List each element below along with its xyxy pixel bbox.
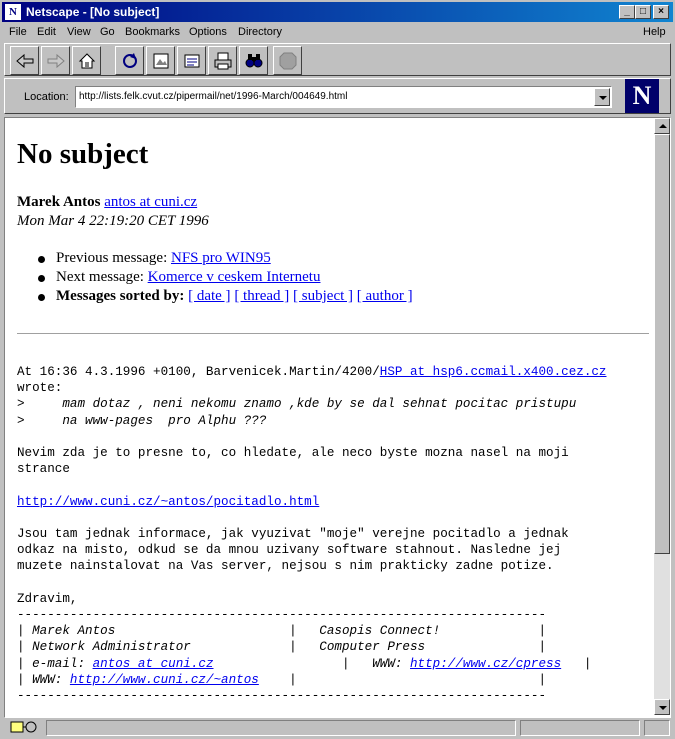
content-frame	[4, 117, 671, 718]
signature-line	[17, 657, 591, 671]
sort-author-link[interactable]: [ author ]	[356, 288, 413, 304]
sig-mid: | WWW:	[213, 656, 410, 671]
sig-end: |	[561, 656, 592, 671]
scroll-up-button[interactable]	[654, 118, 670, 134]
location-bar	[4, 78, 671, 114]
security-key-icon[interactable]	[10, 720, 40, 734]
progress-cell	[520, 720, 640, 736]
message-navigation	[38, 250, 413, 307]
body-line-prefix: At 16:36 4.3.1996 +0100, Barvenicek.Martin/4200/	[17, 365, 380, 379]
message-date: Mon Mar 4 22:19:20 CET 1996	[17, 213, 209, 229]
menu-file[interactable]: File	[9, 26, 27, 38]
menu-go[interactable]: Go	[100, 26, 115, 38]
sig-www-prefix: | WWW:	[17, 672, 70, 687]
scroll-down-button[interactable]	[654, 699, 670, 715]
list-item	[38, 288, 413, 307]
window-title: Netscape - [No subject]	[26, 5, 160, 19]
previous-message-link[interactable]: NFS pro WIN95	[170, 250, 271, 266]
sorted-by-label: Messages sorted by:	[56, 288, 185, 304]
netscape-logo[interactable]: N	[625, 79, 659, 113]
title-bar	[2, 2, 673, 22]
find-button[interactable]	[239, 46, 268, 75]
page-content	[5, 118, 653, 715]
body-paragraph: Nevim zda je to presne to, co hledate, ale neco byste mozna nasel na moji strance	[17, 446, 569, 477]
signature-rule: ----------------------------------------------------------------------	[17, 608, 547, 623]
body-paragraph: Jsou tam jednak informace, jak vyuzivat "moje" verejne pocitadlo a jednak odkaz na misto, odkud se da mnou uzivany software stahnout. Nasledne jej muzete nainstalovat na Vas server, nejsou s nim prakticky zadne potize.	[17, 527, 569, 574]
status-bar	[2, 719, 673, 737]
print-button[interactable]	[208, 46, 237, 75]
open-button[interactable]	[177, 46, 206, 75]
sig-www-link[interactable]: http://www.cuni.cz/~antos	[69, 672, 259, 687]
author-line	[17, 194, 197, 211]
forward-icon	[46, 51, 66, 71]
menu-bookmarks[interactable]: Bookmarks	[125, 26, 181, 38]
location-label: Location:	[24, 91, 69, 103]
list-item	[38, 250, 413, 269]
author-email-link[interactable]: antos at cuni.cz	[104, 194, 198, 210]
signature-rule: ----------------------------------------------------------------------	[17, 689, 547, 704]
menu-edit[interactable]: Edit	[37, 26, 56, 38]
menu-bar	[2, 22, 673, 42]
sender-email-link[interactable]: HSP at hsp6.ccmail.x400.cez.cz	[379, 365, 607, 379]
images-icon	[151, 51, 171, 71]
signature-line: | Network Administrator | Computer Press |	[17, 640, 547, 655]
list-item	[38, 269, 413, 288]
menu-options[interactable]: Options	[189, 26, 227, 38]
find-icon	[244, 51, 264, 71]
forward-button[interactable]	[41, 46, 70, 75]
stop-icon	[278, 51, 298, 71]
status-text-cell	[46, 720, 516, 736]
home-button[interactable]	[72, 46, 101, 75]
print-icon	[213, 51, 233, 71]
scroll-thumb[interactable]	[654, 134, 670, 554]
menu-directory[interactable]: Directory	[238, 26, 283, 38]
images-button[interactable]	[146, 46, 175, 75]
open-icon	[182, 51, 202, 71]
next-message-link[interactable]: Komerce v ceskem Internetu	[147, 269, 321, 285]
reload-button[interactable]	[115, 46, 144, 75]
menu-view[interactable]: View	[67, 26, 91, 38]
stop-button[interactable]	[273, 46, 302, 75]
author-name: Marek Antos	[17, 194, 101, 210]
message-body	[17, 364, 607, 704]
sort-date-link[interactable]: [ date ]	[188, 288, 231, 304]
signature-line: | Marek Antos | Casopis Connect! |	[17, 624, 547, 639]
location-url[interactable]: http://lists.felk.cvut.cz/pipermail/net/1996-March/004649.html	[79, 91, 348, 102]
netscape-app-icon[interactable]: N	[5, 4, 21, 20]
back-button[interactable]	[10, 46, 39, 75]
quoted-line: > mam dotaz , neni nekomu znamo ,kde by se dal sehnat pocitac pristupu	[17, 397, 577, 412]
close-button[interactable]: ×	[653, 5, 669, 19]
toolbar	[4, 43, 671, 76]
page-title: No subject	[17, 138, 149, 170]
greeting: Zdravim,	[17, 591, 78, 606]
sig-email-prefix: | e-mail:	[17, 656, 93, 671]
vertical-scrollbar[interactable]	[654, 118, 670, 715]
maximize-button[interactable]: □	[635, 5, 651, 19]
sig-email-link[interactable]: antos at cuni.cz	[92, 656, 214, 671]
signature-line	[17, 673, 546, 687]
home-icon	[77, 51, 97, 71]
sort-subject-link[interactable]: [ subject ]	[293, 288, 354, 304]
body-wrote: wrote:	[17, 381, 63, 396]
quoted-line: > na www-pages pro Alphu ???	[17, 413, 267, 428]
location-dropdown-button[interactable]	[594, 88, 610, 106]
divider	[17, 333, 649, 335]
sort-thread-link[interactable]: [ thread ]	[234, 288, 290, 304]
previous-message-label: Previous message:	[56, 250, 171, 266]
location-input[interactable]	[75, 86, 612, 108]
back-icon	[15, 51, 35, 71]
reload-icon	[120, 51, 140, 71]
next-message-label: Next message:	[56, 269, 148, 285]
menu-help[interactable]: Help	[643, 26, 666, 38]
sig-end: | |	[258, 672, 547, 687]
mail-indicator-cell	[644, 720, 670, 736]
pocitadlo-link[interactable]: http://www.cuni.cz/~antos/pocitadlo.html	[17, 494, 320, 509]
sig-cpress-link[interactable]: http://www.cz/cpress	[410, 656, 562, 671]
minimize-button[interactable]: _	[619, 5, 635, 19]
